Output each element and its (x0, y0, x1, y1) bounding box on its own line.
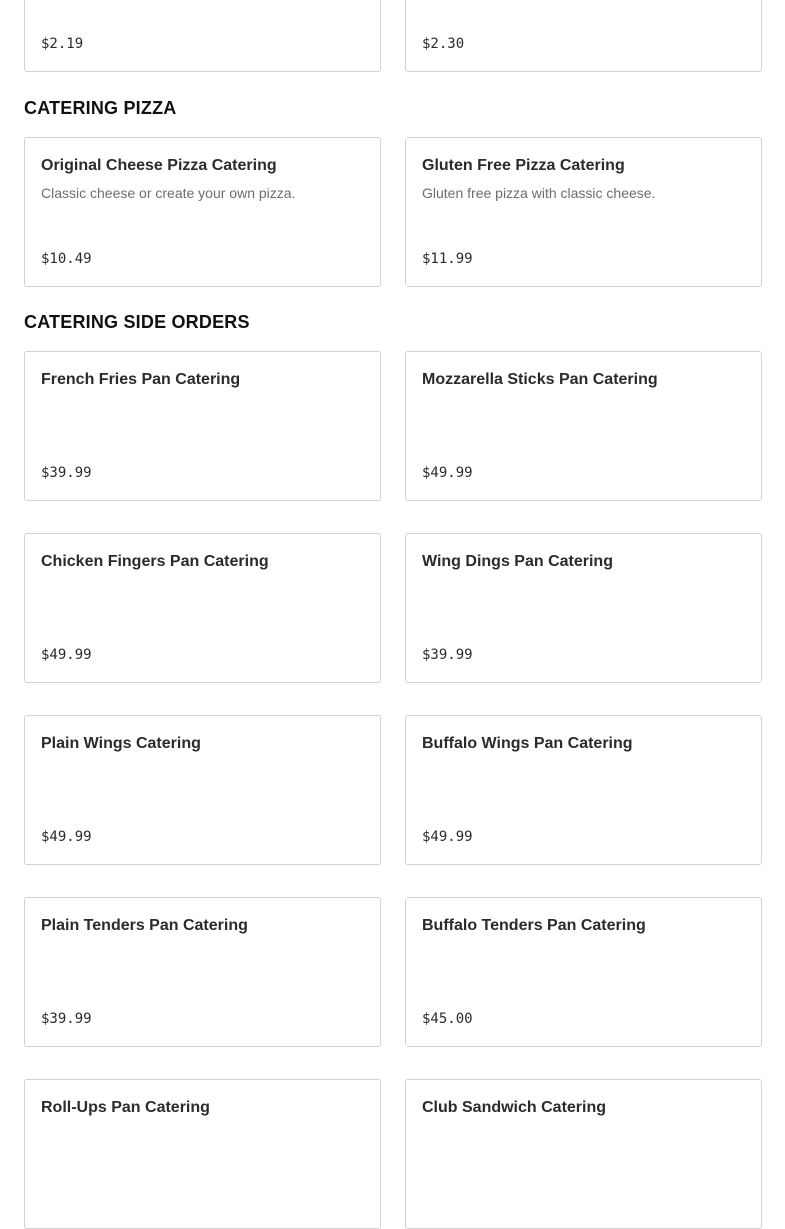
menu-item-card[interactable] (24, 137, 381, 287)
item-price: $49.99 (41, 647, 92, 663)
item-name: Wing Dings Pan Catering (422, 553, 613, 570)
item-description: Gluten free pizza with classic cheese. (422, 185, 656, 201)
item-price: $39.99 (41, 465, 92, 481)
menu-item-card[interactable] (405, 1079, 762, 1229)
menu-item-card[interactable] (24, 897, 381, 1047)
item-price: $49.99 (422, 829, 473, 845)
section-title-catering-pizza: CATERING PIZZA (24, 98, 177, 118)
item-name: Plain Tenders Pan Catering (41, 917, 248, 934)
menu-item-card[interactable] (405, 137, 762, 287)
item-price: $49.99 (422, 465, 473, 481)
menu-item-card[interactable] (405, 0, 762, 72)
menu-item-card[interactable] (24, 533, 381, 683)
item-price: $2.19 (41, 36, 84, 52)
item-name: Club Sandwich Catering (422, 1099, 607, 1116)
item-name: Buffalo Tenders Pan Catering (422, 917, 646, 934)
item-price: $49.99 (41, 829, 92, 845)
menu-item-card[interactable] (405, 533, 762, 683)
menu-item-card[interactable] (24, 715, 381, 865)
menu-item-card[interactable] (405, 351, 762, 501)
item-name: French Fries Pan Catering (41, 371, 241, 388)
item-price: $45.00 (422, 1011, 473, 1027)
item-name: Mozzarella Sticks Pan Catering (422, 371, 658, 388)
menu-item-card[interactable] (24, 351, 381, 501)
item-name: Chicken Fingers Pan Catering (41, 553, 269, 570)
item-name: Plain Wings Catering (41, 735, 201, 752)
item-name: Original Cheese Pizza Catering (41, 157, 277, 174)
menu-item-card[interactable] (24, 0, 381, 72)
menu-item-card[interactable] (405, 715, 762, 865)
item-price: $39.99 (41, 1011, 92, 1027)
section-title-catering-side-orders: CATERING SIDE ORDERS (24, 312, 250, 332)
item-price: $2.30 (422, 36, 465, 52)
item-description: Classic cheese or create your own pizza. (41, 185, 296, 201)
item-price: $10.49 (41, 251, 92, 267)
item-name: Buffalo Wings Pan Catering (422, 735, 633, 752)
item-name: Gluten Free Pizza Catering (422, 157, 625, 174)
item-price: $39.99 (422, 647, 473, 663)
menu-item-card[interactable] (24, 1079, 381, 1229)
item-price: $11.99 (422, 251, 473, 267)
menu-item-card[interactable] (405, 897, 762, 1047)
item-name: Roll-Ups Pan Catering (41, 1099, 210, 1116)
